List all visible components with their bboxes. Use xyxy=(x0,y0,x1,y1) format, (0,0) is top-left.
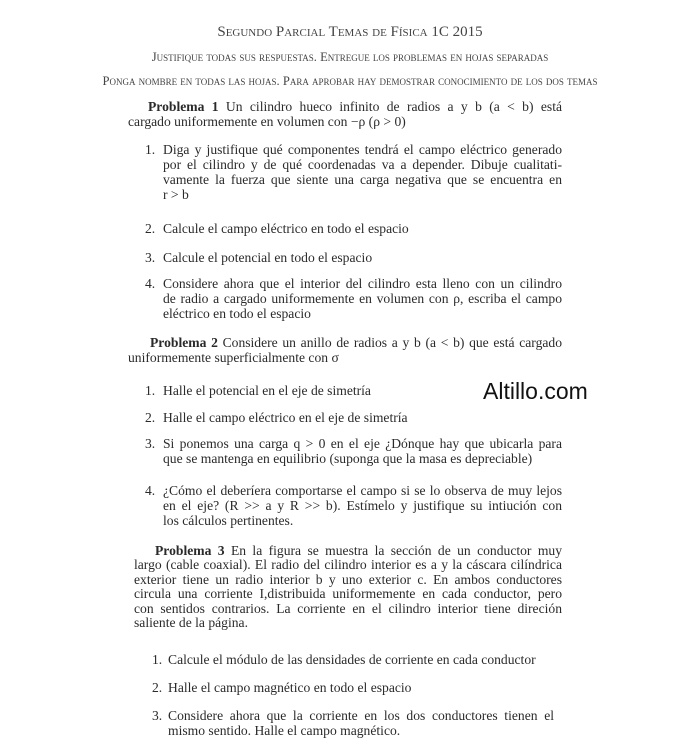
problem-label: Problema 2 xyxy=(150,335,218,350)
instructions-line-2: Ponga nombre en todas las hojas. Para aprobar hay demostrar conocimiento de los dos temas xyxy=(102,74,598,88)
problem-intro-text: Un cilindro hueco infinito de radios a y b (a < b) está xyxy=(225,99,563,114)
item-text-line: los cálculos pertinentes. xyxy=(163,513,294,528)
problem-intro-line xyxy=(148,99,562,114)
item-number: 1. xyxy=(145,383,156,398)
item-text-line: Considere ahora que la corriente en los dos conductores tienen el xyxy=(168,708,554,723)
item-number: 3. xyxy=(145,436,156,451)
problem-intro-line xyxy=(150,335,562,350)
item-text-line: Halle el potencial en el eje de simetría xyxy=(163,383,371,398)
item-text-line: en el eje? (R >> a y R >> b). Estímelo y justifique su intiución con xyxy=(163,498,562,513)
item-text-line: ¿Cómo el deberíera comportarse el campo si se lo observa de muy lejos xyxy=(163,483,562,498)
item-text-line: Calcule el módulo de las densidades de corriente en cada conductor xyxy=(168,652,536,667)
item-number: 4. xyxy=(145,483,156,498)
item-number: 1. xyxy=(145,142,156,157)
problem-intro-line: largo (cable coaxial). El radio del cilindro interior es a y la cáscara cilíndrica xyxy=(134,557,562,573)
item-text-line: Diga y justifique qué componentes tendrá el campo eléctrico generado xyxy=(163,142,562,157)
problem-intro-line: exterior tiene un radio interior b y uno exterior c. En ambos conductores xyxy=(134,571,562,587)
item-text-line: eléctrico en todo el espacio xyxy=(163,306,311,321)
problem-intro-line: saliente de la página. xyxy=(134,615,248,630)
item-number: 4. xyxy=(145,276,156,291)
item-number: 2. xyxy=(145,410,156,425)
item-number: 2. xyxy=(145,221,156,236)
problem-label: Problema 1 xyxy=(148,99,219,114)
item-number: 3. xyxy=(152,708,163,723)
problem-intro-line: circula una corriente I,distribuida uniformemente en cada conductor, pero xyxy=(134,586,562,602)
item-text-line: r > b xyxy=(163,187,189,202)
instructions-line-1: Justifique todas sus respuestas. Entregue los problemas en hojas separadas xyxy=(151,50,549,64)
problem-intro-line: uniformemente superficialmente con σ xyxy=(128,350,339,365)
item-text-line: Halle el campo eléctrico en el eje de simetría xyxy=(163,410,408,425)
item-text-line: Calcule el potencial en todo el espacio xyxy=(163,250,373,265)
problem-intro-line xyxy=(155,543,562,558)
problem-intro-line: cargado uniformemente en volumen con −ρ (ρ > 0) xyxy=(128,114,406,129)
item-text-line: vamente la fuerza que siente una carga negativa que se encuentra en xyxy=(163,172,562,187)
item-text-line: Calcule el campo eléctrico en todo el espacio xyxy=(163,221,409,236)
watermark: Altillo.com xyxy=(483,378,588,404)
item-number: 3. xyxy=(145,250,156,265)
item-text-line: Halle el campo magnético en todo el espacio xyxy=(168,680,412,695)
item-number: 2. xyxy=(152,680,163,695)
item-text-line: Considere ahora que el interior del cilindro esta lleno con un cilindro xyxy=(163,276,562,291)
item-text-line: Si ponemos una carga q > 0 en el eje ¿Dónque hay que ubicarla para xyxy=(163,436,562,451)
item-text-line: que se mantenga en equilibrio (suponga que la masa es depreciable) xyxy=(163,451,533,466)
problem-intro-text: En la figura se muestra la sección de un conductor muy xyxy=(230,543,562,558)
exam-title: Segundo Parcial Temas de Física 1C 2015 xyxy=(217,24,483,40)
item-text-line: mismo sentido. Halle el campo magnético. xyxy=(168,723,401,738)
item-text-line: de radio a cargado uniformemente en volumen con ρ, escriba el campo xyxy=(163,291,562,306)
item-text-line: por el cilindro y de qué coordenadas va a depender. Dibuje cualitati- xyxy=(163,157,562,172)
problem-intro-line: con sentidos contrarios. La corriente en el cilindro interior tiene direción xyxy=(134,600,562,616)
problem-intro-text: Considere un anillo de radios a y b (a < b) que está cargado xyxy=(222,335,562,350)
problem-label: Problema 3 xyxy=(155,543,225,558)
item-number: 1. xyxy=(152,652,163,667)
